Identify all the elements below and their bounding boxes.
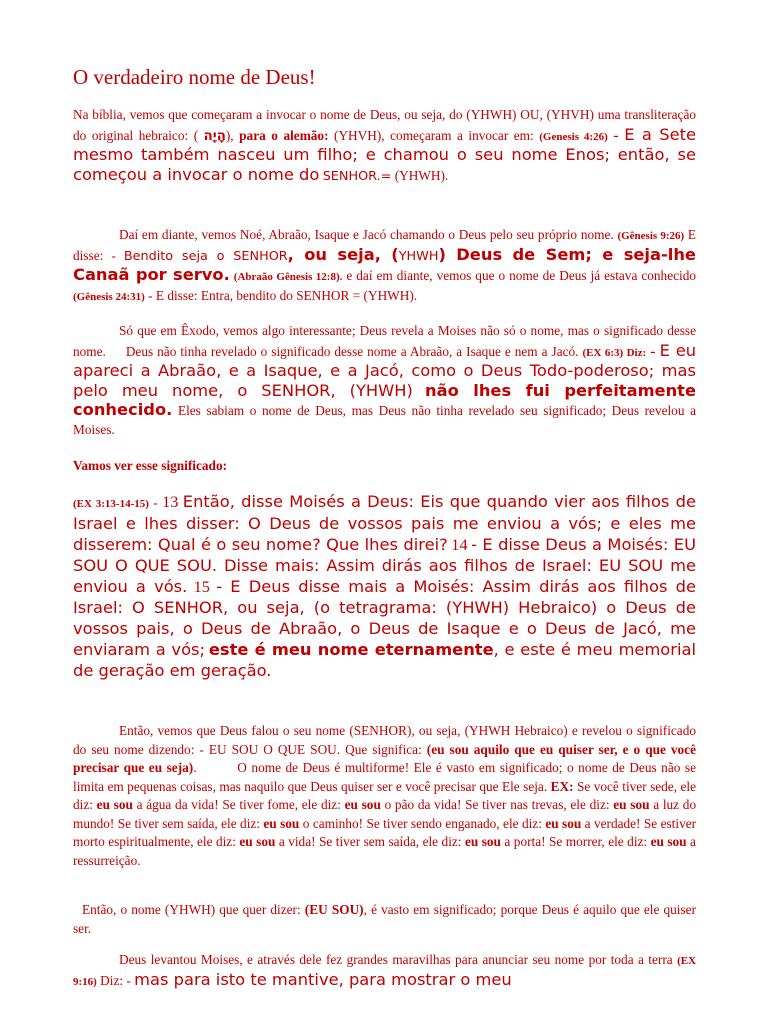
verse-text: YHWH [398,248,439,264]
bold-text: eu sou [344,797,381,812]
text: o caminho! Se tiver sendo enganado, ele diz: [302,815,542,831]
bold-text: eu sou [464,834,501,849]
bible-reference: (EX 6:3) Diz: [582,346,647,359]
text: a luz do mundo! Se tiver sem saída, ele diz: [73,797,697,831]
bible-reference: (Abraão Gênesis 12:8). [233,271,343,283]
bible-reference: (Gênesis 9:26) [617,230,685,242]
text: . [193,760,197,775]
verse-text-bold: , ou seja, ( [287,244,399,264]
verse-number: 14 [451,535,468,554]
text: Diz: - [100,972,131,988]
verse-number: 13 [162,492,179,511]
text: Na bíblia, vemos que começaram a invocar o nome de Deus, ou seja, do (YHWH) OU, (YHVH) uma transliteração do original hebraico: ( [73,107,696,143]
section-heading: Vamos ver esse significado: [73,458,228,473]
text: Deus não tinha revelado o significado desse nome a Abraão, a Isaque e nem a Jacó. [125,343,579,359]
verse-text-bold: não lhes fui perfeitamente conhecido. [73,380,696,419]
bold-text: eu sou [263,815,300,831]
bible-reference: (Genesis 4:26) [539,130,608,143]
bold-text: para o alemão: [239,127,329,143]
bold-text: (EU SOU) [304,902,364,917]
text: (YHWH). [394,167,449,183]
verse-text-bold: este é meu nome eternamente [208,640,494,659]
text: a vida! Se tiver sem saída, ele diz: [278,834,462,849]
bold-text: eu sou [613,797,650,812]
bold-text: eu sou [545,815,582,831]
paragraph-3 [73,322,696,439]
verse-text: , e este é meu memorial de geração em geração. [73,640,696,680]
verse-text: SENHOR.= [322,168,392,184]
hebrew-word: הָיָה [203,128,226,144]
text: e daí em diante, vemos que o nome de Deus já estava conhecido [346,268,696,283]
text: - [613,124,619,144]
text: Então, vemos que Deus falou o seu nome (SENHOR), ou seja, (YHWH Hebraico) e revelou o significado do seu nome dizendo: - EU SOU O QUE SOU. Que significa: [73,723,696,757]
bold-text: EX: [550,778,574,794]
verse-text: Bendito seja o SENHOR [123,248,288,264]
paragraph-8 [73,951,696,991]
text: O nome de Deus é multiforme! Ele é vasto em significado; o nome de Deus não se limita em pequenas coisas, mas naquilo que Deus quiser ser e você precisar que Ele seja. [73,760,696,794]
bold-text: eu sou [96,797,133,812]
paragraph-7 [73,901,696,938]
verse-text: mas para isto te mantive, para mostrar o meu [134,969,512,989]
paragraph-1 [73,106,696,186]
paragraph-2 [73,226,696,306]
text: E disse: - [73,227,697,263]
paragraph-6 [73,722,696,870]
text: a verdade! Se estiver morto espiritualmente, ele diz: [73,815,697,849]
text: a ressurreição. [73,834,696,868]
bible-reference: (EX 9:16) [73,955,697,988]
text: Eles sabiam o nome de Deus, mas Deus não tinha revelado seu significado; Deus revelou a Moises. [73,403,696,437]
bible-reference: (EX 3:13-14-15) [73,498,149,510]
verse-text-bold: ) Deus de Sem; e seja-lhe Canaã por servo. [73,244,696,284]
verse-text: E eu apareci a Abraão, e a Isaque, e a Jacó, como o Deus Todo-poderoso; mas pelo meu nome, o SENHOR, (YHWH) [73,340,697,400]
verse-text: - E disse Deus a Moisés: EU SOU O QUE SOU. Disse mais: Assim dirás aos filhos de Israel: EU SOU me enviou a vós. [73,535,696,596]
bible-reference: (Gênesis 24:31) [73,290,145,303]
verse-text: Então, disse Moisés a Deus: Eis que quando vier aos filhos de Israel e lhes disser: O Deus de vossos pais me enviou a vós; e eles me disserem: Qual é o seu nome? Que lhes direi? [73,492,696,554]
text: Se você tiver sede, ele diz: [73,778,696,812]
verse-number: 15 [193,577,210,596]
text: ), [225,127,234,143]
text: a água da vida! Se tiver fome, ele diz: [136,797,341,812]
verse-text: - E Deus disse mais a Moisés: Assim dirás aos filhos de Israel: O SENHOR, ou seja, (o tetragrama: (YHWH) Hebraico) o Deus de vossos pais, o Deus de Abraão, o Deus de Isaque e o Deus de Jacó, me enviaram a vós; [73,577,696,659]
text: o pão da vida! Se tiver nas trevas, ele diz: [384,797,610,812]
page-title: O verdadeiro nome de Deus! [73,65,316,89]
text: - [650,340,656,360]
bold-text: eu sou [650,834,687,849]
bold-text: (eu sou aquilo que eu quiser ser, e o que você precisar que eu seja) [73,741,697,775]
text: Deus levantou Moises, e através dele fez grandes maravilhas para anunciar seu nome por toda a terra [119,952,673,967]
text: (YHVH), começaram a invocar em: [334,127,534,143]
text: a porta! Se morrer, ele diz: [504,834,648,849]
text: Daí em diante, vemos Noé, Abraão, Isaque e Jacó chamando o Deus pelo seu próprio nome. [119,227,614,242]
bold-text: eu sou [239,834,276,849]
paragraph-exodus [73,492,696,682]
text: - [153,495,158,510]
text: Só que em Êxodo, vemos algo interessante; Deus revela a Moises não só o nome, mas o significado desse nome. [73,323,696,359]
verse-text: E a Sete mesmo também nasceu um filho; e chamou o seu nome Enos; então, se começou a invocar o nome do [73,124,697,184]
text: - E disse: Entra, bendito do SENHOR = (YHWH). [148,287,418,303]
text: Então, o nome (YHWH) que quer dizer: [82,902,301,917]
text: , é vasto em significado; porque Deus é aquilo que ele quiser ser. [73,902,696,936]
